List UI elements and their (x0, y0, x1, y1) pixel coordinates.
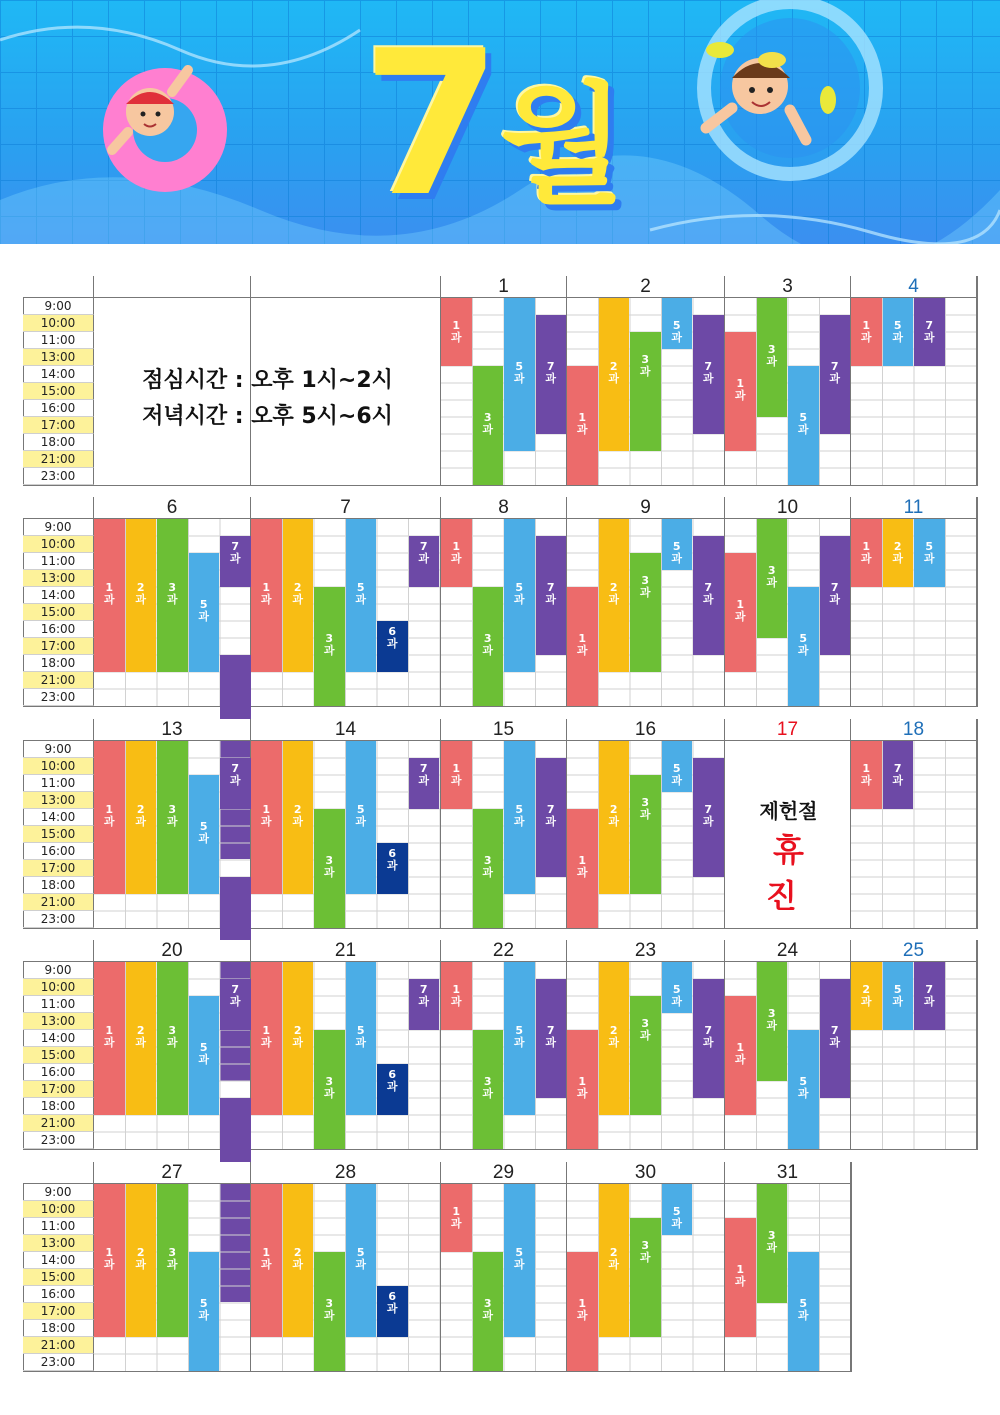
class-block-2: 2 과 (126, 1184, 157, 1337)
class-block-7: 7 과 (409, 758, 440, 809)
class-block-1: 1 과 (94, 1184, 125, 1337)
time-slot-label: 10:00 (23, 1201, 94, 1218)
class-block-3: 3 과 (157, 519, 188, 672)
time-slot-label: 23:00 (23, 689, 94, 706)
class-block-1: 1 과 (251, 741, 282, 894)
day-header-date: 20 (94, 940, 251, 962)
class-block-7: 7 과 (883, 741, 914, 809)
class-block-3: 3 과 (157, 741, 188, 894)
class-block-7: 7 과 (220, 758, 251, 809)
day-header-date: 10 (725, 497, 851, 519)
class-block-3: 3 과 (473, 809, 504, 928)
class-block-7: 7 과 (220, 536, 251, 587)
time-slot-label: 14:00 (23, 809, 94, 826)
class-block-1: 1 과 (94, 519, 125, 672)
class-block-2: 2 과 (599, 1184, 630, 1337)
class-block-7: 7 과 (220, 1098, 251, 1302)
class-block-1: 1 과 (441, 741, 472, 809)
class-block-2: 2 과 (599, 298, 630, 451)
class-block-7: 7 (220, 877, 251, 1081)
class-block-1: 1 과 (725, 553, 756, 672)
time-slot-label: 9:00 (23, 519, 94, 536)
day-header-date: 21 (251, 940, 441, 962)
day-header-date: 29 (441, 1162, 567, 1184)
class-block-3: 3 과 (473, 366, 504, 485)
class-block-3: 3 과 (757, 1184, 788, 1303)
class-block-1: 1 과 (725, 1218, 756, 1337)
day-header-date (94, 276, 251, 298)
class-block-5: 5 과 (504, 298, 535, 451)
time-slot-label: 10:00 (23, 979, 94, 996)
class-block-6: 6 과 (377, 1286, 408, 1337)
time-slot-label: 23:00 (23, 911, 94, 928)
class-block-7: 7 과 (536, 979, 567, 1098)
class-block-1: 1 과 (567, 366, 598, 485)
class-block-7: 7 과 (820, 536, 851, 655)
day-header-date: 17 (725, 719, 851, 741)
time-header (23, 1162, 94, 1184)
class-block-1: 1 과 (851, 519, 882, 587)
class-block-1: 1 과 (567, 587, 598, 706)
class-block-7: 7 과 (693, 315, 724, 434)
class-block-5: 5 과 (662, 519, 693, 570)
time-slot-label: 23:00 (23, 1132, 94, 1149)
class-block-1: 1 과 (251, 962, 282, 1115)
class-block-1: 1 과 (441, 519, 472, 587)
time-slot-label: 18:00 (23, 655, 94, 672)
time-slot-label: 13:00 (23, 1235, 94, 1252)
time-slot-label: 11:00 (23, 775, 94, 792)
day-header-date (251, 276, 441, 298)
time-slot-label: 14:00 (23, 1030, 94, 1047)
class-block-5: 5 과 (346, 519, 377, 672)
time-slot-label: 16:00 (23, 1286, 94, 1303)
class-block-1: 1 과 (567, 1252, 598, 1371)
day-header-date: 2 (567, 276, 725, 298)
class-block-5: 5 과 (914, 519, 945, 587)
class-block-2: 2 과 (126, 962, 157, 1115)
class-block-7: 7 과 (409, 536, 440, 587)
class-block-3: 3 과 (314, 1252, 345, 1371)
class-block-2: 2 과 (883, 519, 914, 587)
class-block-7: 7 과 (409, 979, 440, 1030)
class-block-2: 2 과 (283, 741, 314, 894)
class-block-2: 2 과 (283, 519, 314, 672)
day-header-date: 27 (94, 1162, 251, 1184)
day-separator (850, 1184, 851, 1371)
time-slot-label: 16:00 (23, 400, 94, 417)
time-slot-label: 11:00 (23, 996, 94, 1013)
class-block-1: 1 과 (725, 332, 756, 451)
time-header (23, 497, 94, 519)
class-block-2: 2 과 (126, 519, 157, 672)
lunch-time-notice: 점심시간 : 오후 1시~2시 (142, 368, 393, 393)
class-block-3: 3 과 (630, 553, 661, 672)
class-block-5: 5 과 (883, 298, 914, 366)
dinner-time-notice: 저녁시간 : 오후 5시~6시 (142, 404, 393, 429)
class-block-5: 5 과 (788, 1030, 819, 1149)
day-header-date: 24 (725, 940, 851, 962)
class-block-5: 5 과 (788, 366, 819, 485)
class-block-6: 6 과 (377, 1064, 408, 1115)
class-block-3: 3 과 (314, 1030, 345, 1149)
time-slot-label: 17:00 (23, 1303, 94, 1320)
class-block-3: 3 과 (473, 1252, 504, 1371)
day-header-date: 30 (567, 1162, 725, 1184)
class-block-3: 3 과 (473, 1030, 504, 1149)
class-block-6: 6 과 (377, 843, 408, 894)
time-header (23, 719, 94, 741)
class-block-2: 2 과 (599, 962, 630, 1115)
time-slot-label: 15:00 (23, 826, 94, 843)
class-block-3: 3 과 (630, 1218, 661, 1337)
time-slot-label: 9:00 (23, 741, 94, 758)
class-block-1: 1 과 (567, 809, 598, 928)
class-block-7: 7 과 (536, 536, 567, 655)
day-header-date: 16 (567, 719, 725, 741)
class-block-2: 2 과 (283, 1184, 314, 1337)
time-slot-label: 13:00 (23, 792, 94, 809)
class-block-7: 7 과 (693, 536, 724, 655)
day-header-date: 31 (725, 1162, 851, 1184)
class-block-7: 7 과 (914, 962, 945, 1030)
class-block-2: 2 과 (851, 962, 882, 1030)
day-header-date: 18 (851, 719, 977, 741)
class-block-7: 7 과 (220, 979, 251, 1030)
time-slot-label: 15:00 (23, 604, 94, 621)
time-slot-label: 9:00 (23, 298, 94, 315)
time-slot-label: 10:00 (23, 536, 94, 553)
time-slot-label: 21:00 (23, 672, 94, 689)
class-block-5: 5 과 (504, 741, 535, 894)
class-block-7: 7 과 (693, 758, 724, 877)
class-block-7: 7 과 (536, 315, 567, 434)
time-slot-label: 11:00 (23, 553, 94, 570)
class-block-1: 1 과 (94, 741, 125, 894)
month-number: 7 (362, 8, 502, 241)
class-block-2: 2 과 (126, 741, 157, 894)
time-slot-label: 15:00 (23, 383, 94, 400)
time-slot-label: 17:00 (23, 1081, 94, 1098)
class-block-7: 7 과 (914, 298, 945, 366)
time-slot-label: 23:00 (23, 1354, 94, 1371)
day-separator (724, 741, 725, 928)
day-separator (976, 741, 977, 928)
day-separator (976, 298, 977, 485)
meal-time-notice (94, 299, 441, 488)
class-block-5: 5 과 (504, 962, 535, 1115)
day-separator (976, 962, 977, 1149)
day-header-date: 23 (567, 940, 725, 962)
day-header-date: 3 (725, 276, 851, 298)
class-block-6: 6 과 (377, 621, 408, 672)
time-slot-label: 11:00 (23, 1218, 94, 1235)
time-slot-label: 15:00 (23, 1269, 94, 1286)
class-block-5: 5 과 (189, 1252, 220, 1371)
day-header-date: 4 (851, 276, 977, 298)
day-header-date: 25 (851, 940, 977, 962)
day-header-date: 14 (251, 719, 441, 741)
time-slot-label: 17:00 (23, 860, 94, 877)
class-block-7: 7 과 (820, 979, 851, 1098)
class-block-3: 3 과 (157, 1184, 188, 1337)
time-slot-label: 21:00 (23, 1115, 94, 1132)
class-block-1: 1 과 (441, 1184, 472, 1252)
time-slot-label: 18:00 (23, 877, 94, 894)
time-slot-label: 14:00 (23, 366, 94, 383)
class-block-3: 3 과 (757, 519, 788, 638)
class-block-1: 1 과 (251, 519, 282, 672)
class-block-1: 1 과 (441, 298, 472, 366)
class-block-1: 1 과 (851, 741, 882, 809)
day-header-date: 8 (441, 497, 567, 519)
class-block-3: 3 과 (473, 587, 504, 706)
time-slot-label: 16:00 (23, 843, 94, 860)
time-slot-label: 10:00 (23, 758, 94, 775)
class-block-7: 7 과 (820, 315, 851, 434)
time-slot-label: 10:00 (23, 315, 94, 332)
time-slot-label: 9:00 (23, 962, 94, 979)
day-header-date: 13 (94, 719, 251, 741)
class-block-5: 5 과 (189, 553, 220, 672)
time-slot-label: 9:00 (23, 1184, 94, 1201)
class-block-3: 3 과 (757, 298, 788, 417)
class-block-1: 1 과 (251, 1184, 282, 1337)
class-block-7: 7 과 (693, 979, 724, 1098)
time-slot-label: 11:00 (23, 332, 94, 349)
class-block-3: 3 과 (630, 775, 661, 894)
class-block-3: 3 과 (757, 962, 788, 1081)
day-header-date: 15 (441, 719, 567, 741)
time-slot-label: 17:00 (23, 417, 94, 434)
time-header (23, 940, 94, 962)
class-block-5: 5 과 (346, 1184, 377, 1337)
month-suffix: 월 (500, 69, 626, 221)
time-slot-label: 13:00 (23, 1013, 94, 1030)
class-block-5: 5 과 (346, 741, 377, 894)
class-block-1: 1 과 (441, 962, 472, 1030)
day-header-date: 9 (567, 497, 725, 519)
time-slot-label: 14:00 (23, 1252, 94, 1269)
class-block-5: 5 과 (504, 1184, 535, 1337)
class-block-5: 5 과 (662, 298, 693, 349)
class-block-1: 1 과 (851, 298, 882, 366)
time-slot-label: 16:00 (23, 1064, 94, 1081)
class-block-5: 5 과 (788, 587, 819, 706)
time-slot-label: 16:00 (23, 621, 94, 638)
day-header-date: 7 (251, 497, 441, 519)
class-block-1: 1 과 (567, 1030, 598, 1149)
class-block-1: 1 과 (94, 962, 125, 1115)
class-block-3: 3 과 (157, 962, 188, 1115)
class-block-7: 7 (220, 655, 251, 859)
time-slot-label: 15:00 (23, 1047, 94, 1064)
class-block-2: 2 과 (283, 962, 314, 1115)
time-slot-label: 17:00 (23, 638, 94, 655)
time-slot-label: 21:00 (23, 894, 94, 911)
time-slot-label: 14:00 (23, 587, 94, 604)
time-header (23, 276, 94, 298)
class-block-5: 5 과 (883, 962, 914, 1030)
day-header-date: 22 (441, 940, 567, 962)
day-header-date: 6 (94, 497, 251, 519)
class-block-1: 1 과 (725, 996, 756, 1115)
day-header-date: 1 (441, 276, 567, 298)
class-block-3: 3 과 (630, 996, 661, 1115)
class-block-5: 5 과 (189, 775, 220, 894)
class-block-2: 2 과 (599, 519, 630, 672)
time-slot-label: 18:00 (23, 1098, 94, 1115)
class-block-3: 3 과 (314, 587, 345, 706)
day-header-date: 28 (251, 1162, 441, 1184)
time-slot-label: 13:00 (23, 570, 94, 587)
class-block-5: 5 과 (346, 962, 377, 1115)
day-header-date: 11 (851, 497, 977, 519)
holiday-closed-label: 휴 진 (766, 831, 818, 915)
day-separator (976, 519, 977, 706)
class-block-5: 5 과 (788, 1252, 819, 1371)
class-block-3: 3 과 (630, 332, 661, 451)
class-block-5: 5 과 (504, 519, 535, 672)
holiday-name: 제헌절 (759, 799, 818, 823)
class-block-5: 5 과 (189, 996, 220, 1115)
class-block-3: 3 과 (314, 809, 345, 928)
class-block-2: 2 과 (599, 741, 630, 894)
time-slot-label: 21:00 (23, 1337, 94, 1354)
class-block-5: 5 과 (662, 962, 693, 1013)
class-block-5: 5 과 (662, 1184, 693, 1235)
class-block-5: 5 과 (662, 741, 693, 792)
time-slot-label: 21:00 (23, 451, 94, 468)
time-slot-label: 13:00 (23, 349, 94, 366)
holiday-cell (726, 743, 851, 931)
class-block-7: 7 과 (536, 758, 567, 877)
time-slot-label: 18:00 (23, 1320, 94, 1337)
time-slot-label: 18:00 (23, 434, 94, 451)
time-slot-label: 23:00 (23, 468, 94, 485)
